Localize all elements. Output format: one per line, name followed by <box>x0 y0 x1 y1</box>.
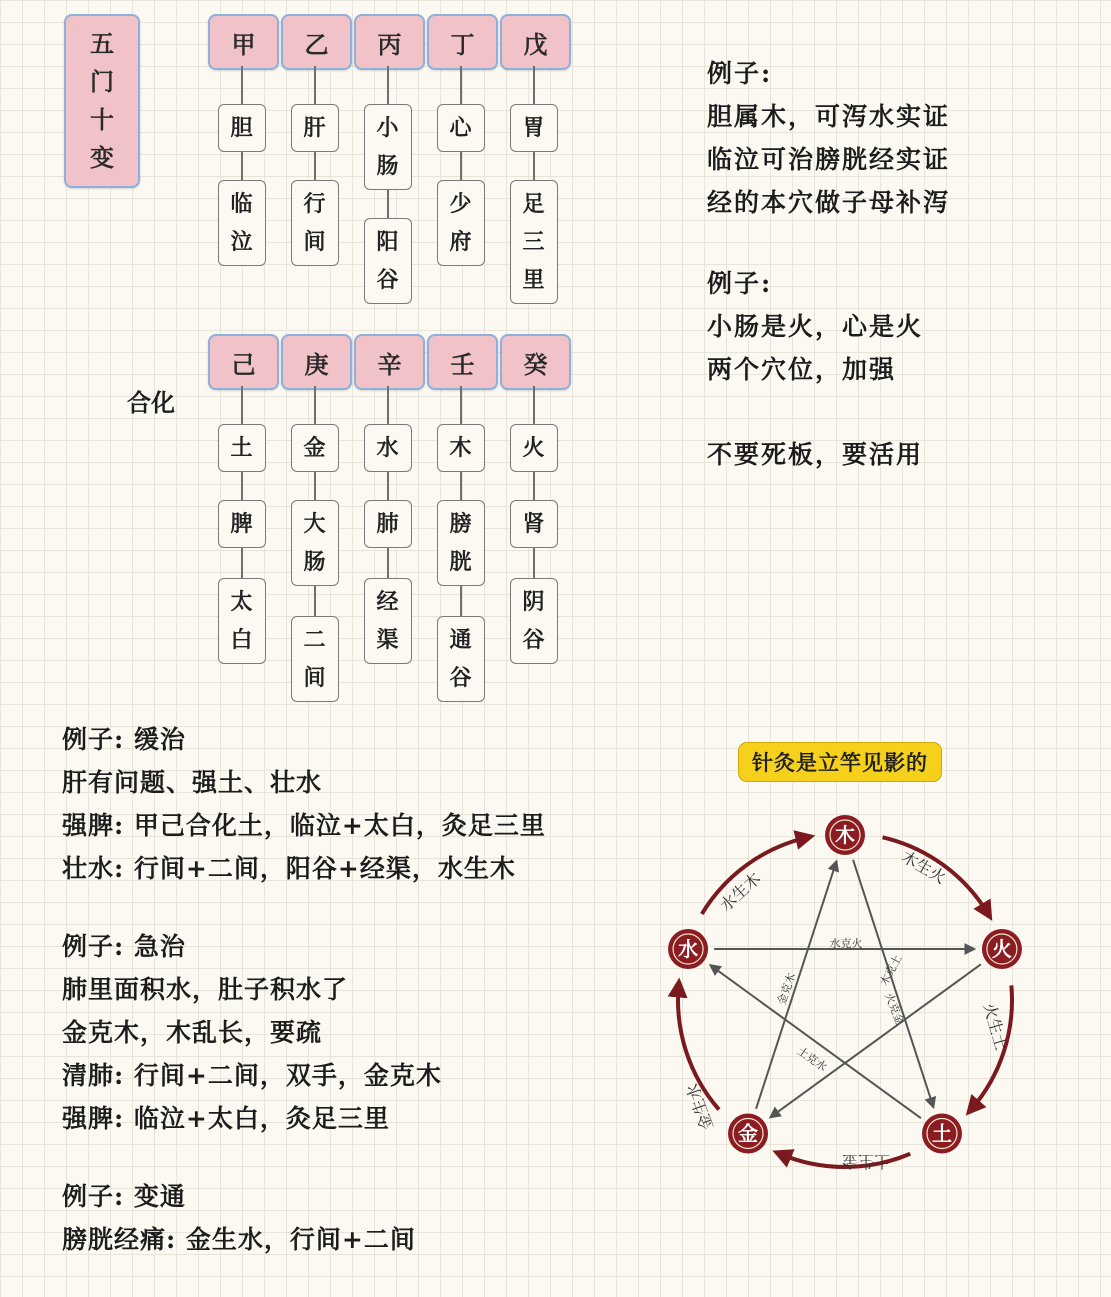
acupoint-node-char: 府 <box>449 229 472 255</box>
hehua-label: 合化 <box>127 388 175 417</box>
heavenly-stem: 癸 <box>500 334 571 390</box>
note-line: 金克木，木乱长，要疏 <box>62 1018 323 1047</box>
heavenly-stem: 丙 <box>354 14 425 70</box>
organ-node-char: 小 <box>376 115 399 141</box>
organ-node-char: 胃 <box>522 115 545 141</box>
organ-node <box>510 104 558 152</box>
ke-label: 木克土 <box>877 952 905 988</box>
heavenly-stem: 乙 <box>281 14 352 70</box>
acupoint-node-char: 临 <box>230 191 253 217</box>
ke-label: 水克火 <box>829 937 863 950</box>
acupoint-node <box>364 578 412 664</box>
note-line: 例子: <box>707 269 773 298</box>
note-line: 胆属木，可泻水实证 <box>707 102 951 131</box>
acupoint-node <box>437 616 485 702</box>
organ-node <box>364 104 412 190</box>
organ-node <box>218 104 266 152</box>
acupoint-node <box>291 616 339 702</box>
note-line: 膀胱经痛: 金生水，行间+二间 <box>62 1225 416 1254</box>
element-node-char: 水 <box>376 435 399 461</box>
element-node-char: 土 <box>230 435 253 461</box>
organ-node-char: 肝 <box>303 115 326 141</box>
acupoint-node <box>364 218 412 304</box>
bottom-notes <box>62 718 546 1261</box>
title-char: 五 <box>90 29 114 58</box>
ke-label: 土克水 <box>794 1044 830 1074</box>
element-node <box>291 424 339 472</box>
organ-node-char: 脾 <box>230 511 253 537</box>
wuxing-cycle-diagram <box>640 800 1050 1200</box>
organ-node <box>510 500 558 548</box>
acupoint-node-char: 渠 <box>376 627 399 653</box>
acupoint-node-char: 里 <box>522 267 545 293</box>
ke-arrow <box>756 862 836 1109</box>
element-node-char: 金 <box>303 435 326 461</box>
organ-node-char: 大 <box>303 511 326 537</box>
acupoint-node <box>218 180 266 266</box>
sheng-label: 金生水 <box>682 1081 717 1133</box>
heavenly-stem: 壬 <box>427 334 498 390</box>
element-circle <box>922 1113 962 1153</box>
element-node <box>510 424 558 472</box>
acupoint-node-char: 足 <box>522 191 545 217</box>
acupoint-node-char: 经 <box>376 589 399 615</box>
heavenly-stem: 己 <box>208 334 279 390</box>
note-line: 清肺: 行间+二间，双手，金克木 <box>62 1061 442 1090</box>
organ-node-char: 肠 <box>376 153 399 179</box>
acupoint-node-char: 阳 <box>376 229 399 255</box>
organ-node <box>291 500 339 586</box>
organ-node-char: 胆 <box>230 115 253 141</box>
sheng-label: 木生火 <box>898 847 950 888</box>
acupoint-node-char: 二 <box>303 627 326 653</box>
element-node-char: 木 <box>449 435 472 461</box>
organ-node <box>437 500 485 586</box>
element-circle <box>982 929 1022 969</box>
acupoint-node-char: 泣 <box>230 229 253 255</box>
organ-node <box>437 104 485 152</box>
acupoint-node-char: 谷 <box>449 665 472 691</box>
element-circle <box>728 1113 768 1153</box>
organ-node <box>291 104 339 152</box>
ke-label: 火克金 <box>882 990 907 1027</box>
ke-label: 金克木 <box>774 971 799 1007</box>
acupoint-node-char: 间 <box>303 229 326 255</box>
note-line: 两个穴位，加强 <box>707 355 897 384</box>
note-line: 强脾: 甲己合化土，临泣+太白，灸足三里 <box>62 811 546 840</box>
heavenly-stem: 庚 <box>281 334 352 390</box>
heavenly-stem: 甲 <box>208 14 279 70</box>
element-node <box>437 424 485 472</box>
organ-node <box>218 500 266 548</box>
acupoint-node <box>291 180 339 266</box>
element-label: 金 <box>738 1121 759 1146</box>
note-line: 肺里面积水，肚子积水了 <box>62 975 349 1004</box>
acupoint-node-char: 通 <box>449 627 472 653</box>
sheng-label: 火生土 <box>979 1000 1012 1053</box>
wumen-shibian-tree <box>0 0 620 720</box>
element-label: 木 <box>835 823 855 847</box>
element-circle <box>825 815 865 855</box>
element-node <box>218 424 266 472</box>
note-line: 例子: <box>707 59 773 88</box>
wumen-shibian-title <box>64 14 140 188</box>
heavenly-stem: 辛 <box>354 334 425 390</box>
acupoint-node-char: 三 <box>522 229 545 255</box>
organ-node-char: 心 <box>449 115 472 141</box>
note-line: 小肠是火，心是火 <box>707 312 924 341</box>
note-line: 强脾: 临泣+太白，灸足三里 <box>62 1104 390 1133</box>
title-char: 十 <box>90 105 114 134</box>
sheng-label: 土生金 <box>841 1152 891 1171</box>
heavenly-stem: 丁 <box>427 14 498 70</box>
element-label: 土 <box>931 1121 952 1146</box>
organ-node <box>364 500 412 548</box>
note-tip: 不要死板，要活用 <box>707 440 924 469</box>
title-char: 门 <box>90 67 114 96</box>
acupoint-node <box>510 578 558 664</box>
note-line: 例子: 急治 <box>62 932 186 961</box>
element-circle <box>668 929 708 969</box>
acupoint-node-char: 间 <box>303 665 326 691</box>
note-line: 例子: 变通 <box>62 1182 186 1211</box>
acupoint-node-char: 阴 <box>522 589 545 615</box>
ke-arrow <box>853 860 933 1107</box>
title-char: 变 <box>90 143 114 172</box>
acupoint-node-char: 少 <box>449 191 472 217</box>
acupoint-node-char: 谷 <box>376 267 399 293</box>
ke-arrow <box>771 964 981 1117</box>
acupoint-node <box>218 578 266 664</box>
note-line: 肝有问题、强土、壮水 <box>62 768 323 797</box>
ke-arrow <box>711 965 921 1118</box>
heavenly-stem: 戊 <box>500 14 571 70</box>
element-node <box>364 424 412 472</box>
element-label: 水 <box>678 937 699 962</box>
note-line: 经的本穴做子母补泻 <box>707 188 951 217</box>
acupoint-node-char: 谷 <box>522 627 545 653</box>
acupoint-node-char: 白 <box>230 627 253 653</box>
acupoint-node <box>437 180 485 266</box>
organ-node-char: 胱 <box>449 549 472 575</box>
organ-node-char: 肺 <box>376 511 399 537</box>
acupoint-node-char: 太 <box>230 589 253 615</box>
element-node-char: 火 <box>522 435 545 461</box>
right-notes <box>707 52 950 476</box>
note-line: 例子: 缓治 <box>62 725 186 754</box>
acupuncture-banner: 针灸是立竿见影的 <box>738 742 942 782</box>
note-line: 壮水: 行间+二间，阳谷+经渠，水生木 <box>62 854 516 883</box>
sheng-label: 水生木 <box>716 868 765 916</box>
acupoint-node-char: 行 <box>303 191 326 217</box>
note-line: 临泣可治膀胱经实证 <box>707 145 951 174</box>
element-label: 火 <box>991 937 1012 962</box>
organ-node-char: 膀 <box>449 511 472 537</box>
organ-node-char: 肾 <box>522 511 545 537</box>
organ-node-char: 肠 <box>303 549 326 575</box>
acupoint-node <box>510 180 558 304</box>
